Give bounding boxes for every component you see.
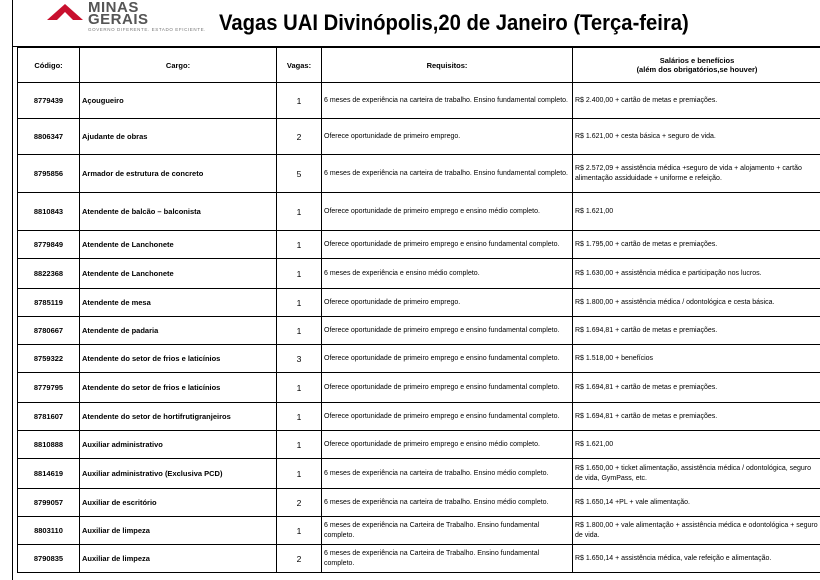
requisitos-cell: Oferece oportunidade de primeiro emprego e ensino fundamental completo.: [322, 373, 573, 403]
cargo-cell: Ajudante de obras: [80, 119, 277, 155]
code-cell: 8779439: [18, 83, 80, 119]
salario-cell: R$ 1.795,00 + cartão de metas e premiações.: [573, 231, 820, 259]
vagas-cell: 1: [277, 431, 322, 459]
code-cell: 8780667: [18, 317, 80, 345]
vagas-cell: 1: [277, 259, 322, 289]
salario-cell: R$ 1.650,00 + ticket alimentação, assistência médica / odontológica, seguro de vida, GymPass, etc.: [573, 459, 820, 489]
cargo-cell: Atendente de padaria: [80, 317, 277, 345]
table-row: [18, 431, 820, 459]
page-header: [13, 0, 820, 47]
cargo-cell: Auxiliar administrativo: [80, 431, 277, 459]
cargo-cell: Atendente do setor de hortifrutigranjeiros: [80, 403, 277, 431]
table-row: [18, 517, 820, 545]
vagas-cell: 2: [277, 489, 322, 517]
vagas-cell: 1: [277, 373, 322, 403]
code-cell: 8810888: [18, 431, 80, 459]
requisitos-cell: 6 meses de experiência na carteira de trabalho. Ensino médio completo.: [322, 459, 573, 489]
cargo-cell: Armador de estrutura de concreto: [80, 155, 277, 193]
table-row: [18, 259, 820, 289]
vagas-cell: 1: [277, 231, 322, 259]
table-row: [18, 83, 820, 119]
requisitos-cell: 6 meses de experiência na Carteira de Trabalho. Ensino fundamental completo.: [322, 517, 573, 545]
salario-cell: R$ 1.518,00 + benefícios: [573, 345, 820, 373]
salario-cell: R$ 1.650,14 + assistência médica, vale refeição e alimentação.: [573, 545, 820, 573]
code-cell: 8795856: [18, 155, 80, 193]
requisitos-cell: 6 meses de experiência na carteira de trabalho. Ensino médio completo.: [322, 489, 573, 517]
table-row: [18, 289, 820, 317]
vagas-cell: 3: [277, 345, 322, 373]
requisitos-cell: 6 meses de experiência e ensino médio completo.: [322, 259, 573, 289]
table-header-row: [18, 48, 820, 83]
code-cell: 8810843: [18, 193, 80, 231]
vagas-cell: 1: [277, 289, 322, 317]
page-title: Vagas UAI Divinópolis,20 de Janeiro (Terça-feira): [219, 10, 689, 35]
salario-cell: R$ 1.694,81 + cartão de metas e premiações.: [573, 403, 820, 431]
requisitos-cell: 6 meses de experiência na Carteira de Trabalho. Ensino fundamental completo.: [322, 545, 573, 573]
table-row: [18, 155, 820, 193]
cargo-cell: Atendente de Lanchonete: [80, 231, 277, 259]
vagas-cell: 1: [277, 517, 322, 545]
table-row: [18, 373, 820, 403]
vagas-cell: 1: [277, 193, 322, 231]
code-cell: 8779795: [18, 373, 80, 403]
cargo-cell: Auxiliar de escritório: [80, 489, 277, 517]
column-header-requisitos: Requisitos:: [322, 48, 573, 83]
code-cell: 8785119: [18, 289, 80, 317]
table-row: [18, 489, 820, 517]
code-cell: 8799057: [18, 489, 80, 517]
requisitos-cell: 6 meses de experiência na carteira de trabalho. Ensino fundamental completo.: [322, 83, 573, 119]
cargo-cell: Atendente de mesa: [80, 289, 277, 317]
salario-cell: R$ 2.572,09 + assistência médica +seguro de vida + alojamento + cartão alimentação assiduidade + uniforme e refeição.: [573, 155, 820, 193]
cargo-cell: Açougueiro: [80, 83, 277, 119]
requisitos-cell: Oferece oportunidade de primeiro emprego e ensino médio completo.: [322, 193, 573, 231]
cargo-cell: Auxiliar de limpeza: [80, 517, 277, 545]
table-row: [18, 193, 820, 231]
code-cell: 8803110: [18, 517, 80, 545]
salario-cell: R$ 1.800,00 + assistência médica / odontológica e cesta básica.: [573, 289, 820, 317]
minas-gerais-logo: [45, 0, 207, 35]
requisitos-cell: Oferece oportunidade de primeiro emprego e ensino médio completo.: [322, 431, 573, 459]
vagas-cell: 1: [277, 83, 322, 119]
requisitos-cell: Oferece oportunidade de primeiro emprego e ensino fundamental completo.: [322, 231, 573, 259]
salario-cell: R$ 1.621,00: [573, 431, 820, 459]
table-row: [18, 345, 820, 373]
document-page: [12, 0, 820, 580]
column-header-salarios: Salários e benefícios (além dos obrigatórios,se houver): [573, 48, 820, 83]
salario-cell: R$ 1.630,00 + assistência médica e participação nos lucros.: [573, 259, 820, 289]
code-cell: 8781607: [18, 403, 80, 431]
table-row: [18, 403, 820, 431]
vagas-cell: 1: [277, 459, 322, 489]
salario-cell: R$ 1.650,14 +PL + vale alimentação.: [573, 489, 820, 517]
requisitos-cell: Oferece oportunidade de primeiro emprego e ensino fundamental completo.: [322, 345, 573, 373]
code-cell: 8779849: [18, 231, 80, 259]
cargo-cell: Atendente do setor de frios e laticínios: [80, 373, 277, 403]
vagas-cell: 5: [277, 155, 322, 193]
column-header-code: Código:: [18, 48, 80, 83]
vagas-cell: 2: [277, 545, 322, 573]
salario-cell: R$ 1.694,81 + cartão de metas e premiações.: [573, 373, 820, 403]
requisitos-cell: Oferece oportunidade de primeiro emprego e ensino fundamental completo.: [322, 317, 573, 345]
column-header-vagas: Vagas:: [277, 48, 322, 83]
logo-tagline: GOVERNO DIFERENTE. ESTADO EFICIENTE.: [88, 27, 207, 32]
cargo-cell: Atendente do setor de frios e laticínios: [80, 345, 277, 373]
salario-cell: R$ 1.800,00 + vale alimentação + assistência médica e odontológica + seguro de vida.: [573, 517, 820, 545]
salario-cell: R$ 1.694,81 + cartão de metas e premiações.: [573, 317, 820, 345]
code-cell: 8806347: [18, 119, 80, 155]
cargo-cell: Auxiliar administrativo (Exclusiva PCD): [80, 459, 277, 489]
requisitos-cell: Oferece oportunidade de primeiro emprego e ensino fundamental completo.: [322, 403, 573, 431]
salario-cell: R$ 1.621,00: [573, 193, 820, 231]
jobs-table: [17, 47, 820, 573]
vagas-cell: 1: [277, 403, 322, 431]
table-row: [18, 231, 820, 259]
cargo-cell: Auxiliar de limpeza: [80, 545, 277, 573]
requisitos-cell: 6 meses de experiência na carteira de trabalho. Ensino fundamental completo.: [322, 155, 573, 193]
table-row: [18, 317, 820, 345]
code-cell: 8759322: [18, 345, 80, 373]
cargo-cell: Atendente de balcão – balconista: [80, 193, 277, 231]
code-cell: 8822368: [18, 259, 80, 289]
logo-name: MINAS GERAIS: [88, 0, 149, 28]
table-row: [18, 119, 820, 155]
vagas-cell: 2: [277, 119, 322, 155]
table-row: [18, 459, 820, 489]
requisitos-cell: Oferece oportunidade de primeiro emprego.: [322, 119, 573, 155]
vagas-cell: 1: [277, 317, 322, 345]
salario-cell: R$ 2.400,00 + cartão de metas e premiações.: [573, 83, 820, 119]
code-cell: 8814619: [18, 459, 80, 489]
code-cell: 8790835: [18, 545, 80, 573]
logo-mark-icon: [45, 3, 85, 21]
column-header-cargo: Cargo:: [80, 48, 277, 83]
requisitos-cell: Oferece oportunidade de primeiro emprego.: [322, 289, 573, 317]
table-row: [18, 545, 820, 573]
cargo-cell: Atendente de Lanchonete: [80, 259, 277, 289]
salario-cell: R$ 1.621,00 + cesta básica + seguro de vida.: [573, 119, 820, 155]
